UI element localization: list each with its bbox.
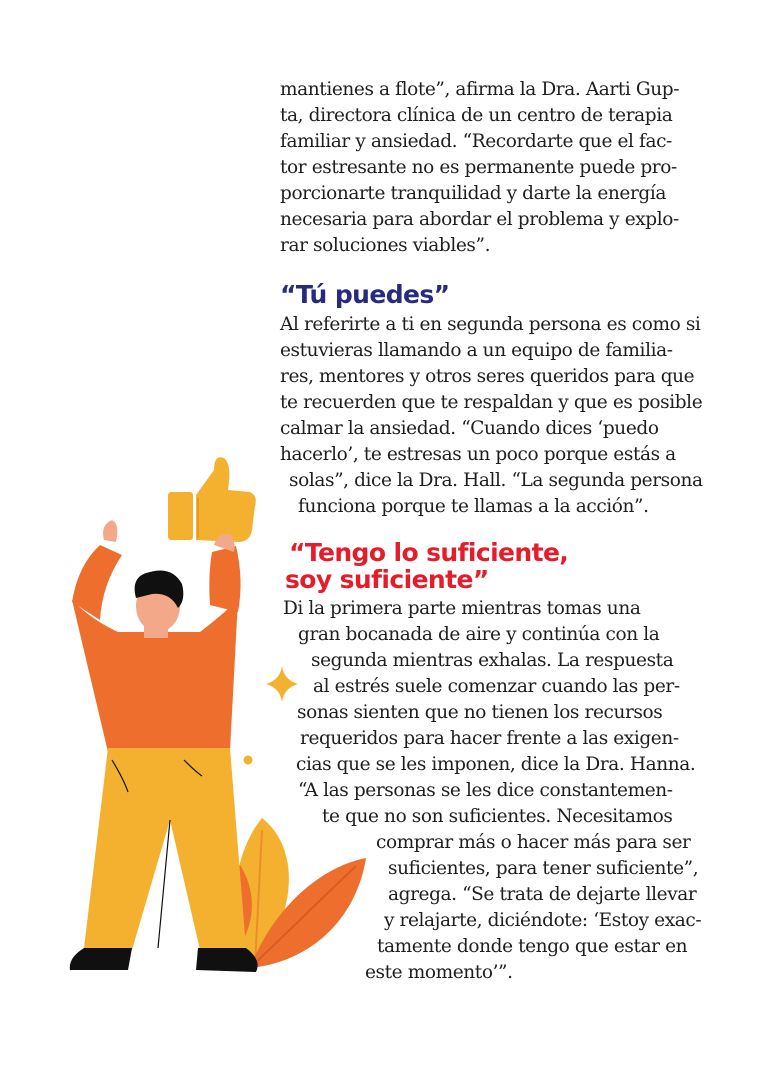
para2-line: Al referirte a ti en segunda persona es como si <box>280 314 701 335</box>
para3-line: y relajarte, diciéndote: ‘Estoy exac- <box>384 910 702 931</box>
person-figure <box>70 520 258 972</box>
para2-line: res, mentores y otros seres queridos para que <box>280 366 695 387</box>
para3-line: cias que se les imponen, dice la Dra. Hanna. <box>296 754 696 775</box>
para1-line: tor estresante no es permanente puede pro- <box>280 157 677 178</box>
para3-line: este momento’”. <box>365 962 513 983</box>
heading-tu-puedes: “Tú puedes” <box>280 280 450 309</box>
sparkle-icon <box>266 666 298 702</box>
thumbs-up-icon <box>168 457 256 542</box>
para1-line: ta, directora clínica de un centro de terapia <box>280 105 673 126</box>
heading-tengo-lo-suficiente-line1: “Tengo lo suficiente, <box>289 538 569 567</box>
para3-line: segunda mientras exhalas. La respuesta <box>311 650 674 671</box>
para1-line: familiar y ansiedad. “Recordarte que el fac- <box>280 131 672 152</box>
para1-line: necesaria para abordar el problema y explo- <box>280 209 679 230</box>
para1-line: rar soluciones viables”. <box>280 235 491 256</box>
para3-line: te que no son suficientes. Necesitamos <box>322 806 673 827</box>
para1-line: mantienes a flote”, afirma la Dra. Aarti Gup- <box>280 79 680 100</box>
para3-line: requeridos para hacer frente a las exigen- <box>300 728 679 749</box>
para3-line: gran bocanada de aire y continúa con la <box>298 624 660 645</box>
para3-line: tamente donde tengo que estar en <box>377 936 688 957</box>
para2-line: calmar la ansiedad. “Cuando dices ‘puedo <box>280 418 659 439</box>
para3-line: al estrés suele comenzar cuando las per- <box>313 676 680 697</box>
para3-line: sonas sienten que no tienen los recursos <box>297 702 663 723</box>
para2-line: estuvieras llamando a un equipo de familia- <box>280 340 673 361</box>
para3-line: comprar más o hacer más para ser <box>376 832 691 853</box>
para3-line: Di la primera parte mientras tomas una <box>283 598 641 619</box>
para3-line: agrega. “Se trata de dejarte llevar <box>388 884 697 905</box>
para3-line: suficientes, para tener suficiente”, <box>388 858 699 879</box>
para2-line: solas”, dice la Dra. Hall. “La segunda persona <box>289 470 703 491</box>
para2-line: hacerlo’, te estresas un poco porque estás a <box>280 444 676 465</box>
heading-tengo-lo-suficiente-line2: soy suficiente” <box>285 565 489 594</box>
para2-line: funciona porque te llamas a la acción”. <box>298 496 649 517</box>
para3-line: “A las personas se les dice constantemen- <box>298 780 673 801</box>
para1-line: porcionarte tranquilidad y darte la energía <box>280 183 666 204</box>
para2-line: te recuerden que te respaldan y que es posible <box>280 392 703 413</box>
